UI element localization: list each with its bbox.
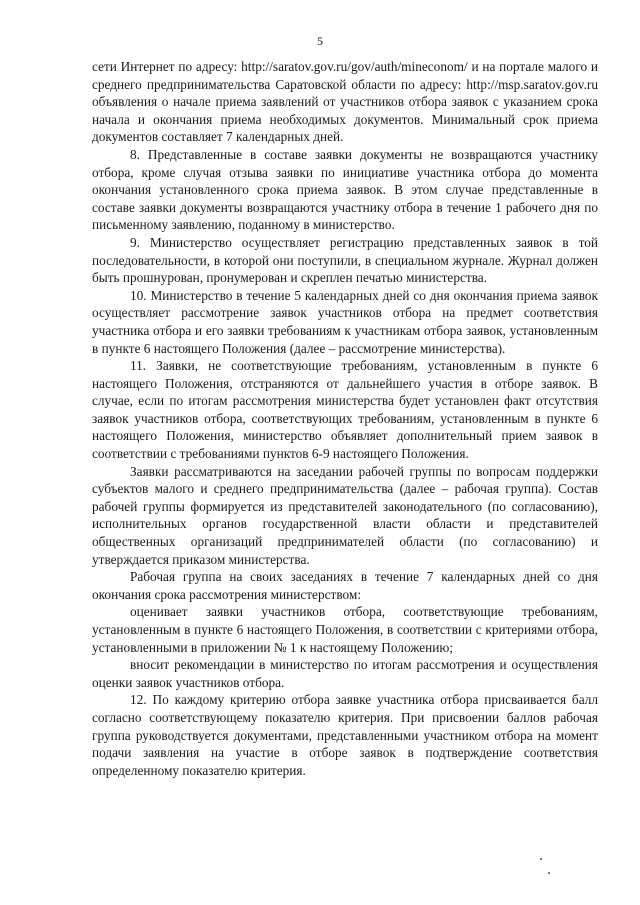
page-number: 5 — [317, 34, 323, 48]
paragraph-item-12: 12. По каждому критерию отбора заявке участника отбора присваивается балл согласно соответствующему показателю критерия. При присвоении баллов рабочая группа руководствуется документами, представленными участником отбора на момент подачи заявления на участие в отборе заявок в подтверждение соответствия определенному показателю критерия. — [92, 692, 598, 778]
paragraph-recommends: вносит рекомендации в министерство по итогам рассмотрения и осуществления оценки заявок участников отбора. — [92, 657, 598, 690]
paragraph-item-9: 9. Министерство осуществляет регистрацию представленных заявок в той последовательности, в которой они поступили, в специальном журнале. Журнал должен быть прошнурован, пронумерован и скреплен печатью министерства. — [92, 234, 598, 286]
paragraph-item-11: 11. Заявки, не соответствующие требованиям, установленным в пункте 6 настоящего Положения, отстраняются от дальнейшего участия в отборе заявок. В случае, если по итогам рассмотрения министерства будет установлен факт отсутствия заявок участников отбора, соответствующих требованиям, установленным в пункте 6 настоящего Положения, министерство объявляет дополнительный прием заявок в соответствии с требованиями пунктов 6-9 настоящего Положения. — [92, 358, 598, 462]
paragraph-working-group: Заявки рассматриваются на заседании рабочей группы по вопросам поддержки субъектов малого и среднего предпринимательства (далее – рабочая группа). Состав рабочей группы формируется из представителей законодательного (по согласованию), исполнительных органов государственной власти области и представителей общественных организаций предпринимателей области (по согласованию) и утверждается приказом министерства. — [92, 463, 598, 567]
scan-speck — [540, 858, 542, 860]
paragraph-continuation: сети Интернет по адресу: http://saratov.gov.ru/gov/auth/mineconom/ и на портале малого и среднего предпринимательства Саратовской области по адресу: http://msp.saratov.gov.ru объявления о начале приема заявлений от участников отбора заявок с указанием срока начала и окончания приема необходимых документов. Минимальный срок приема документов составляет 7 календарных дней. — [92, 59, 598, 145]
scan-speck — [548, 872, 550, 874]
paragraph-evaluates: оценивает заявки участников отбора, соответствующие требованиям, установленным в пункте 6 настоящего Положения, в соответствии с критериями отбора, установленными в приложении № 1 к настоящему Положению; — [92, 604, 598, 655]
paragraph-item-10: 10. Министерство в течение 5 календарных дней со дня окончания приема заявок осуществляет рассмотрение заявок участников отбора на предмет соответствия участника отбора и его заявки требованиям к участникам отбора заявок, установленным в пункте 6 настоящего Положения (далее – рассмотрение министерства). — [92, 287, 598, 356]
paragraph-working-group-duties: Рабочая группа на своих заседаниях в течение 7 календарных дней со дня окончания срока рассмотрения министерством: — [92, 569, 598, 602]
paragraph-item-8: 8. Представленные в составе заявки документы не возвращаются участнику отбора, кроме случая отзыва заявки по инициативе участника отбора до момента окончания установленного срока приема заявок. В этом случае представленные в составе заявки документы возвращаются участнику отбора в течение 1 рабочего дня по письменному заявлению, поданному в министерство. — [92, 146, 598, 233]
document-body — [92, 58, 598, 779]
